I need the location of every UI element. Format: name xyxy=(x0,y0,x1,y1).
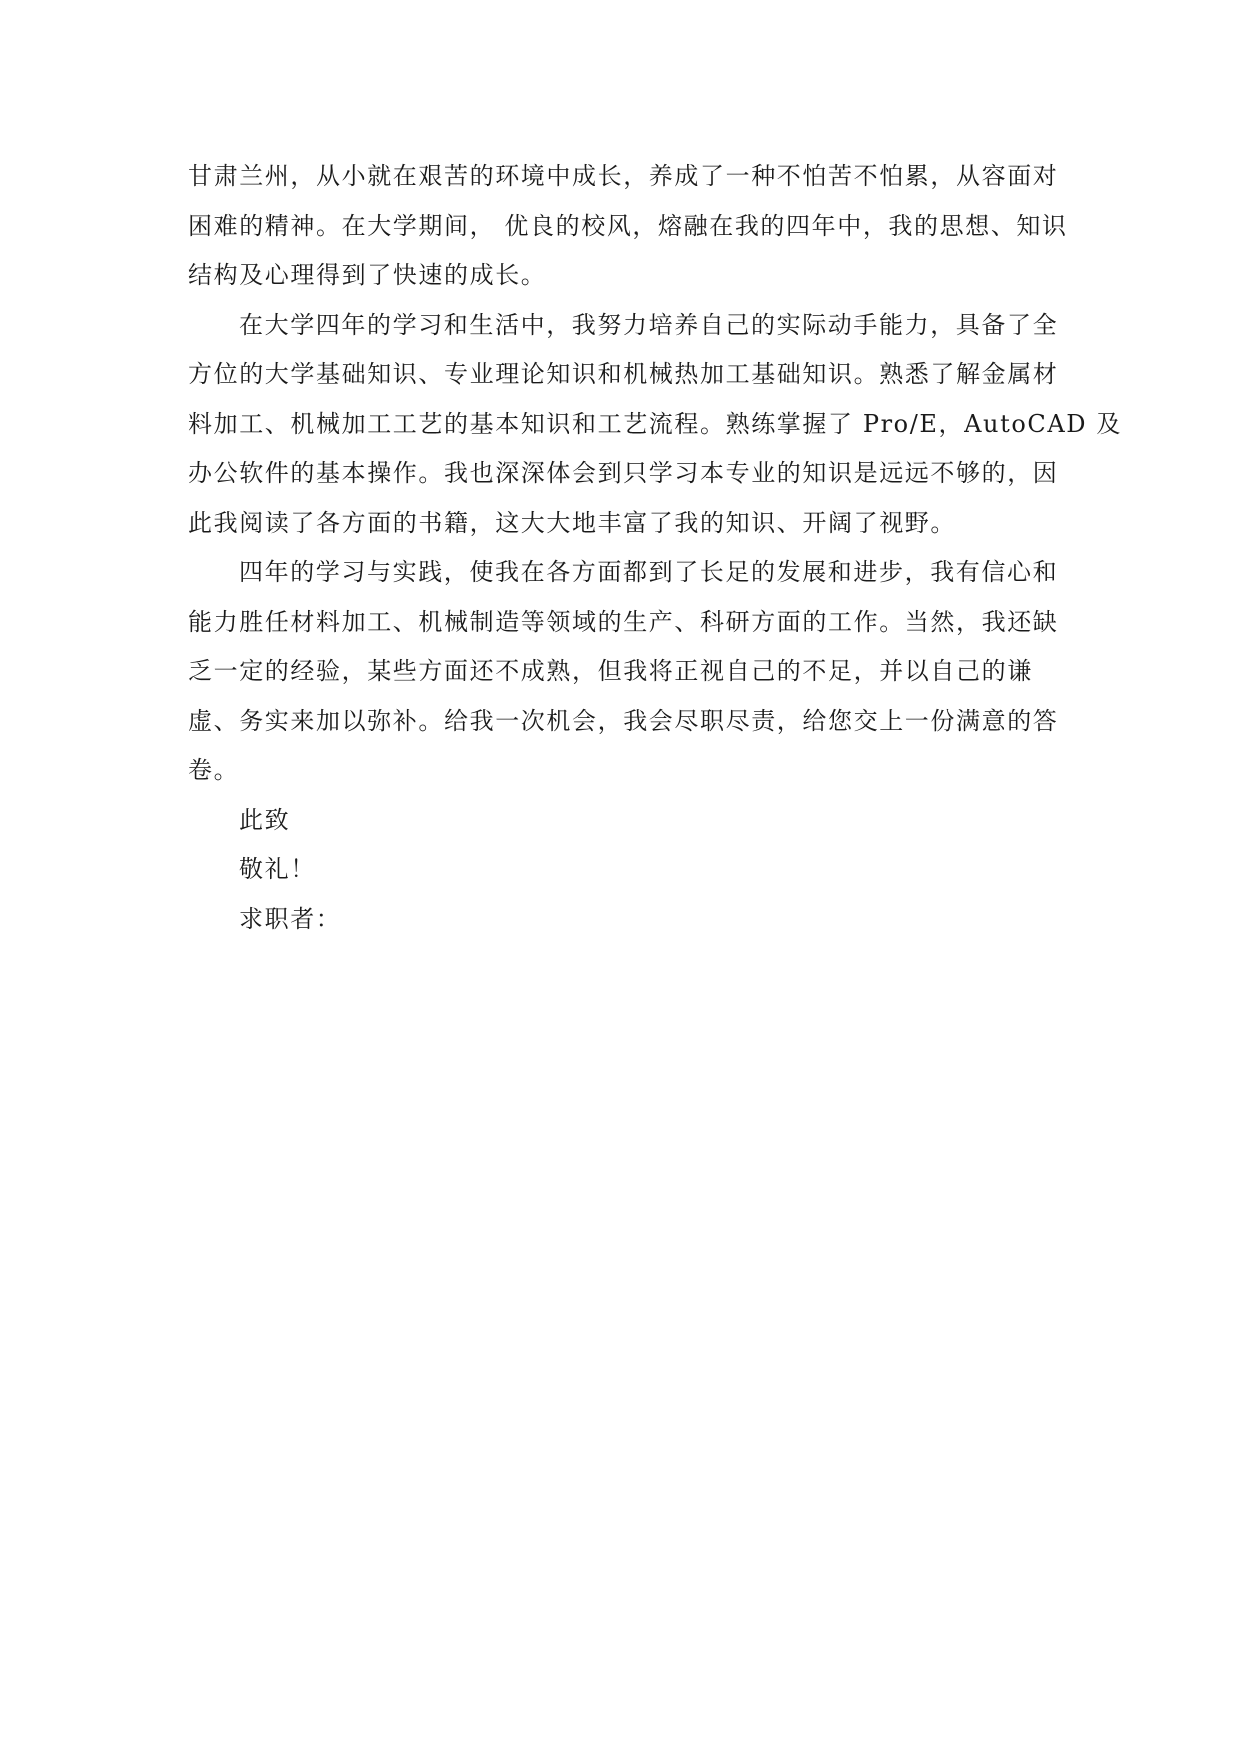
text-line: 料加工、机械加工工艺的基本知识和工艺流程。熟练掌握了 Pro/E，AutoCAD 及 xyxy=(188,409,1122,438)
text-line: 方位的大学基础知识、专业理论知识和机械热加工基础知识。熟悉了解金属材 xyxy=(188,360,1059,388)
text-line: 此我阅读了各方面的书籍，这大大地丰富了我的知识、开阔了视野。 xyxy=(188,508,956,537)
text-line: 能力胜任材料加工、机械制造等领域的生产、科研方面的工作。当然，我还缺 xyxy=(188,607,1059,636)
regards-text: 敬礼！ xyxy=(239,855,316,883)
closing-block xyxy=(188,796,1058,945)
text-line: 乏一定的经验，某些方面还不成熟，但我将正视自己的不足，并以自己的谦 xyxy=(188,657,1033,685)
applicant-label: 求职者： xyxy=(239,904,342,933)
paragraph-1 xyxy=(188,152,1068,301)
text-line: 困难的精神。在大学期间， 优良的校风，熔融在我的四年中，我的思想、知识 xyxy=(188,211,1068,240)
text-line: 卷。 xyxy=(188,756,240,784)
salutation-text: 此致 xyxy=(239,805,291,834)
text-line: 结构及心理得到了快速的成长。 xyxy=(188,261,547,289)
text-line: 四年的学习与实践，使我在各方面都到了长足的发展和进步，我有信心和 xyxy=(239,558,1059,586)
letter-body xyxy=(188,152,1122,944)
text-line: 办公软件的基本操作。我也深深体会到只学习本专业的知识是远远不够的，因 xyxy=(188,459,1059,487)
text-line: 在大学四年的学习和生活中，我努力培养自己的实际动手能力，具备了全 xyxy=(239,310,1059,339)
paragraph-2 xyxy=(188,301,1122,549)
text-line: 虚、务实来加以弥补。给我一次机会，我会尽职尽责，给您交上一份满意的答 xyxy=(188,706,1059,735)
paragraph-3 xyxy=(188,548,1058,796)
text-line: 甘肃兰州，从小就在艰苦的环境中成长，养成了一种不怕苦不怕累，从容面对 xyxy=(188,162,1059,190)
